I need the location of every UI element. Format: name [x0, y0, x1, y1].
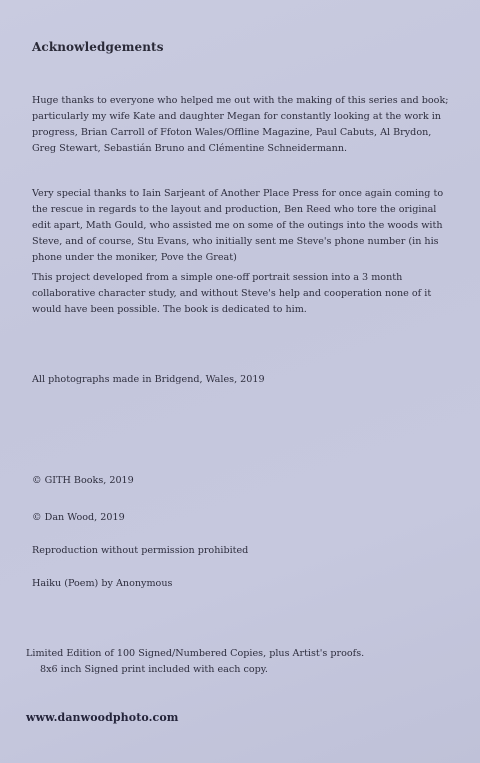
edition-note: Limited Edition of 100 Signed/Numbered Copies, plus Artist's proofs.	[26, 648, 365, 659]
publisher-copyright: © GITH Books, 2019	[32, 475, 134, 486]
photo-location-note: All photographs made in Bridgend, Wales, 2019	[32, 374, 265, 385]
reproduction-notice: Reproduction without permission prohibited	[32, 545, 249, 556]
acknowledgement-paragraph-3: This project developed from a simple one-off portrait session into a 3 month collaborative character study, and without Steve's help and cooperation none of it would have been possible. The book is dedicated to him.	[32, 272, 432, 315]
signed-print-note: 8x6 inch Signed print included with each copy.	[40, 664, 268, 675]
haiku-credit: Haiku (Poem) by Anonymous	[32, 578, 173, 589]
website-url[interactable]: www.danwoodphoto.com	[26, 711, 179, 724]
page-title: Acknowledgements	[32, 40, 164, 54]
acknowledgement-paragraph-1: Huge thanks to everyone who helped me out with the making of this series and book; particularly my wife Kate and daughter Megan for constantly looking at the work in progress, Brian Carroll of Ffoton Wales/Offline Magazine, Paul Cabuts, Al Brydon, Greg Stewart, Sebastián Bruno and Clémentine Schneidermann.	[32, 95, 449, 154]
author-copyright: © Dan Wood, 2019	[32, 512, 125, 523]
acknowledgement-paragraph-2: Very special thanks to Iain Sarjeant of Another Place Press for once again coming to the rescue in regards to the layout and production, Ben Reed who tore the original edit apart, Math Gould, who assisted me on some of the outings into the woods with Steve, and of course, Stu Evans, who initially sent me Steve's phone number (in his phone under the moniker, Pove the Great)	[32, 188, 444, 263]
